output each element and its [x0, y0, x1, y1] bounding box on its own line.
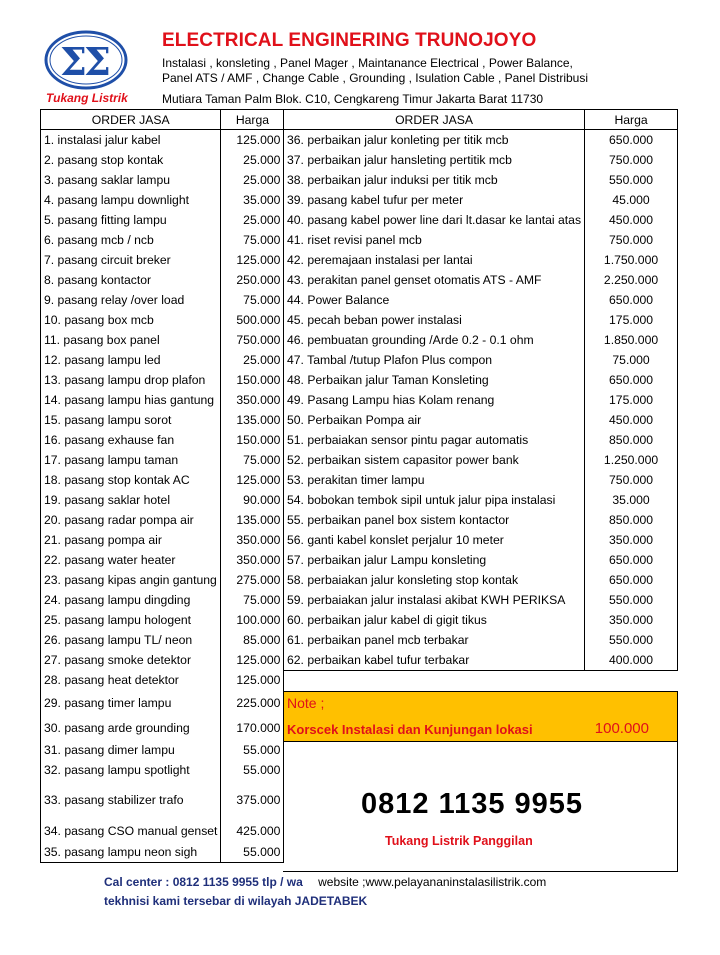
- service-name: 13. pasang lampu drop plafon: [41, 370, 221, 390]
- service-name: 62. perbaikan kabel tufur terbakar: [284, 650, 585, 671]
- table-row: [41, 530, 284, 550]
- service-price: 35.000: [585, 490, 678, 510]
- service-price: 550.000: [585, 630, 678, 650]
- table-row: [41, 390, 284, 410]
- service-price: 135.000: [221, 410, 284, 430]
- services-line-1: Instalasi , konsleting , Panel Mager , Maintanance Electrical , Power Balance,: [162, 56, 573, 70]
- service-price: 75.000: [221, 450, 284, 470]
- table-row: [284, 490, 678, 510]
- table-row: [41, 330, 284, 350]
- table-row: [284, 250, 678, 270]
- service-name: 11. pasang box panel: [41, 330, 221, 350]
- service-price: 1.850.000: [585, 330, 678, 350]
- table-row: [41, 270, 284, 290]
- table-row: [284, 350, 678, 370]
- table-row: [284, 430, 678, 450]
- service-price: 350.000: [221, 550, 284, 570]
- table-row: [41, 410, 284, 430]
- service-name: 35. pasang lampu neon sigh: [41, 842, 221, 863]
- service-price: 400.000: [585, 650, 678, 671]
- service-name: 21. pasang pompa air: [41, 530, 221, 550]
- service-price: 170.000: [221, 715, 284, 740]
- service-name: 58. perbaiakan jalur konsleting stop kontak: [284, 570, 585, 590]
- service-price: 85.000: [221, 630, 284, 650]
- service-name: 10. pasang box mcb: [41, 310, 221, 330]
- table-row: [284, 550, 678, 570]
- service-name: 20. pasang radar pompa air: [41, 510, 221, 530]
- service-name: 14. pasang lampu hias gantung: [41, 390, 221, 410]
- service-name: 52. perbaikan sistem capasitor power bank: [284, 450, 585, 470]
- footer-contact: [104, 875, 546, 889]
- service-price: 650.000: [585, 290, 678, 310]
- service-price: 125.000: [221, 250, 284, 270]
- footer-coverage: tekhnisi kami tersebar di wilayah JADETABEK: [104, 894, 368, 908]
- service-name: 29. pasang timer lampu: [41, 690, 221, 715]
- service-price: 750.000: [585, 470, 678, 490]
- table-row: [41, 310, 284, 330]
- table-row: [41, 170, 284, 190]
- service-price: 350.000: [585, 530, 678, 550]
- service-name: 17. pasang lampu taman: [41, 450, 221, 470]
- service-price: 55.000: [221, 740, 284, 760]
- service-name: 27. pasang smoke detektor: [41, 650, 221, 670]
- price-header: Harga: [221, 110, 284, 130]
- service-name: 37. perbaikan jalur hansleting pertitik mcb: [284, 150, 585, 170]
- service-name: 7. pasang circuit breker: [41, 250, 221, 270]
- service-price: 25.000: [221, 350, 284, 370]
- service-price: 75.000: [221, 230, 284, 250]
- service-price: 150.000: [221, 430, 284, 450]
- service-price: 55.000: [221, 842, 284, 863]
- service-name: 40. pasang kabel power line dari lt.dasar ke lantai atas: [284, 210, 585, 230]
- service-price: 225.000: [221, 690, 284, 715]
- service-name: 22. pasang water heater: [41, 550, 221, 570]
- service-price: 850.000: [585, 510, 678, 530]
- service-price: 450.000: [585, 210, 678, 230]
- table-row: [284, 170, 678, 190]
- table-row: [284, 130, 678, 151]
- table-row: [41, 715, 284, 740]
- service-price: 550.000: [585, 590, 678, 610]
- note-box: [283, 691, 678, 742]
- service-name: 46. pembuatan grounding /Arde 0.2 - 0.1 ohm: [284, 330, 585, 350]
- service-name: 2. pasang stop kontak: [41, 150, 221, 170]
- service-price: 350.000: [221, 390, 284, 410]
- service-name: 61. perbaikan panel mcb terbakar: [284, 630, 585, 650]
- table-row: [284, 650, 678, 671]
- service-price: 650.000: [585, 570, 678, 590]
- service-price: 275.000: [221, 570, 284, 590]
- service-price: 425.000: [221, 820, 284, 842]
- service-name: 53. perakitan timer lampu: [284, 470, 585, 490]
- service-price: 850.000: [585, 430, 678, 450]
- service-name: 45. pecah beban power instalasi: [284, 310, 585, 330]
- service-name: 47. Tambal /tutup Plafon Plus compon: [284, 350, 585, 370]
- service-name: 12. pasang lampu led: [41, 350, 221, 370]
- service-name: 59. perbaiakan jalur instalasi akibat KWH PERIKSA: [284, 590, 585, 610]
- service-name: 26. pasang lampu TL/ neon: [41, 630, 221, 650]
- service-price: 650.000: [585, 550, 678, 570]
- service-name: 33. pasang stabilizer trafo: [41, 780, 221, 820]
- service-name: 41. riset revisi panel mcb: [284, 230, 585, 250]
- service-price: 350.000: [221, 530, 284, 550]
- service-name: 1. instalasi jalur kabel: [41, 130, 221, 151]
- service-price: 175.000: [585, 310, 678, 330]
- table-row: [284, 210, 678, 230]
- order-header: ORDER JASA: [41, 110, 221, 130]
- table-row: [41, 370, 284, 390]
- service-name: 5. pasang fitting lampu: [41, 210, 221, 230]
- service-price: 125.000: [221, 650, 284, 670]
- table-row: [41, 590, 284, 610]
- table-row: [41, 190, 284, 210]
- note-text: Korscek Instalasi dan Kunjungan lokasi: [287, 722, 533, 737]
- table-row: [41, 130, 284, 151]
- table-row: [284, 470, 678, 490]
- service-name: 48. Perbaikan jalur Taman Konsleting: [284, 370, 585, 390]
- table-row: [284, 530, 678, 550]
- service-name: 15. pasang lampu sorot: [41, 410, 221, 430]
- service-price: 75.000: [221, 290, 284, 310]
- service-name: 60. perbaikan jalur kabel di gigit tikus: [284, 610, 585, 630]
- table-row: [284, 410, 678, 430]
- service-name: 31. pasang dimer lampu: [41, 740, 221, 760]
- service-price: 25.000: [221, 210, 284, 230]
- table-row: [284, 270, 678, 290]
- service-price: 75.000: [585, 350, 678, 370]
- table-row: [41, 350, 284, 370]
- table-row: [41, 650, 284, 670]
- table-row: [41, 780, 284, 820]
- table-row: [41, 510, 284, 530]
- service-name: 8. pasang kontactor: [41, 270, 221, 290]
- service-price: 350.000: [585, 610, 678, 630]
- service-name: 42. peremajaan instalasi per lantai: [284, 250, 585, 270]
- left-price-table: [40, 109, 284, 863]
- service-price: 35.000: [221, 190, 284, 210]
- table-row: [41, 820, 284, 842]
- service-price: 55.000: [221, 760, 284, 780]
- service-name: 39. pasang kabel tufur per meter: [284, 190, 585, 210]
- brand-subtitle: Tukang Listrik: [46, 91, 128, 105]
- table-row: [284, 630, 678, 650]
- service-price: 375.000: [221, 780, 284, 820]
- table-row: [41, 490, 284, 510]
- service-name: 19. pasang saklar hotel: [41, 490, 221, 510]
- service-price: 750.000: [221, 330, 284, 350]
- service-price: 75.000: [221, 590, 284, 610]
- service-name: 57. perbaikan jalur Lampu konsleting: [284, 550, 585, 570]
- table-row: [41, 470, 284, 490]
- service-price: 1.750.000: [585, 250, 678, 270]
- service-price: 135.000: [221, 510, 284, 530]
- table-row: [284, 230, 678, 250]
- service-name: 30. pasang arde grounding: [41, 715, 221, 740]
- service-name: 54. bobokan tembok sipil untuk jalur pipa instalasi: [284, 490, 585, 510]
- price-header: Harga: [585, 110, 678, 130]
- table-row: [41, 690, 284, 715]
- service-price: 1.250.000: [585, 450, 678, 470]
- service-name: 24. pasang lampu dingding: [41, 590, 221, 610]
- service-name: 25. pasang lampu hologent: [41, 610, 221, 630]
- table-row: [41, 150, 284, 170]
- website-link[interactable]: website ;www.pelayananinstalasilistrik.com: [318, 875, 547, 889]
- table-row: [284, 590, 678, 610]
- service-price: 250.000: [221, 270, 284, 290]
- phone-number: 0812 1135 9955: [361, 788, 584, 820]
- service-name: 3. pasang saklar lampu: [41, 170, 221, 190]
- service-price: 650.000: [585, 370, 678, 390]
- table-row: [284, 290, 678, 310]
- service-price: 550.000: [585, 170, 678, 190]
- table-row: [41, 430, 284, 450]
- service-price: 125.000: [221, 470, 284, 490]
- order-header: ORDER JASA: [284, 110, 585, 130]
- service-price: 175.000: [585, 390, 678, 410]
- service-name: 38. perbaikan jalur induksi per titik mcb: [284, 170, 585, 190]
- table-row: [284, 610, 678, 630]
- service-price: 90.000: [221, 490, 284, 510]
- table-row: [284, 570, 678, 590]
- note-label: Note ;: [287, 695, 325, 711]
- table-row: [284, 450, 678, 470]
- service-name: 49. Pasang Lampu hias Kolam renang: [284, 390, 585, 410]
- table-row: [41, 842, 284, 863]
- service-name: 34. pasang CSO manual genset: [41, 820, 221, 842]
- page-title: ELECTRICAL ENGINERING TRUNOJOYO: [162, 30, 537, 51]
- service-price: 750.000: [585, 150, 678, 170]
- service-name: 36. perbaikan jalur konleting per titik mcb: [284, 130, 585, 151]
- table-row: [41, 610, 284, 630]
- table-row: [41, 550, 284, 570]
- table-row: [41, 290, 284, 310]
- table-row: [284, 310, 678, 330]
- service-name: 28. pasang heat detektor: [41, 670, 221, 690]
- table-row: [41, 210, 284, 230]
- table-row: [41, 250, 284, 270]
- table-row: [284, 370, 678, 390]
- service-price: 45.000: [585, 190, 678, 210]
- service-price: 450.000: [585, 410, 678, 430]
- service-name: 32. pasang lampu spotlight: [41, 760, 221, 780]
- service-price: 750.000: [585, 230, 678, 250]
- service-name: 4. pasang lampu downlight: [41, 190, 221, 210]
- service-price: 500.000: [221, 310, 284, 330]
- table-row: [41, 670, 284, 690]
- table-row: [284, 330, 678, 350]
- table-row: [284, 390, 678, 410]
- note-price: 100.000: [594, 720, 649, 737]
- service-name: 55. perbaikan panel box sistem kontactor: [284, 510, 585, 530]
- call-center: Cal center : 0812 1135 9955 tlp / wa: [104, 875, 303, 889]
- service-name: 51. perbaiakan sensor pintu pagar automatis: [284, 430, 585, 450]
- service-name: 56. ganti kabel konslet perjalur 10 meter: [284, 530, 585, 550]
- right-price-table: [283, 109, 678, 671]
- service-price: 125.000: [221, 670, 284, 690]
- address: Mutiara Taman Palm Blok. C10, Cengkareng Timur Jakarta Barat 11730: [162, 92, 544, 106]
- sigma-logo-icon: [44, 30, 128, 90]
- service-name: 9. pasang relay /over load: [41, 290, 221, 310]
- svg-text:Σ: Σ: [84, 39, 111, 84]
- table-row: [41, 230, 284, 250]
- service-name: 50. Perbaikan Pompa air: [284, 410, 585, 430]
- tagline: Tukang Listrik Panggilan: [385, 834, 533, 848]
- svg-text:Σ: Σ: [60, 39, 87, 84]
- table-row: [284, 190, 678, 210]
- service-name: 18. pasang stop kontak AC: [41, 470, 221, 490]
- contact-area: [283, 742, 678, 872]
- service-name: 23. pasang kipas angin gantung: [41, 570, 221, 590]
- service-price: 25.000: [221, 150, 284, 170]
- table-row: [41, 570, 284, 590]
- service-price: 125.000: [221, 130, 284, 151]
- services-line-2: Panel ATS / AMF , Change Cable , Grounding , Isulation Cable , Panel Distribusi: [162, 71, 588, 85]
- service-name: 44. Power Balance: [284, 290, 585, 310]
- service-price: 100.000: [221, 610, 284, 630]
- service-name: 43. perakitan panel genset otomatis ATS - AMF: [284, 270, 585, 290]
- table-row: [41, 760, 284, 780]
- service-price: 25.000: [221, 170, 284, 190]
- service-name: 6. pasang mcb / ncb: [41, 230, 221, 250]
- table-row: [41, 450, 284, 470]
- table-row: [41, 630, 284, 650]
- table-row: [41, 740, 284, 760]
- service-name: 16. pasang exhause fan: [41, 430, 221, 450]
- service-price: 2.250.000: [585, 270, 678, 290]
- service-price: 650.000: [585, 130, 678, 151]
- service-price: 150.000: [221, 370, 284, 390]
- table-row: [284, 510, 678, 530]
- table-row: [284, 150, 678, 170]
